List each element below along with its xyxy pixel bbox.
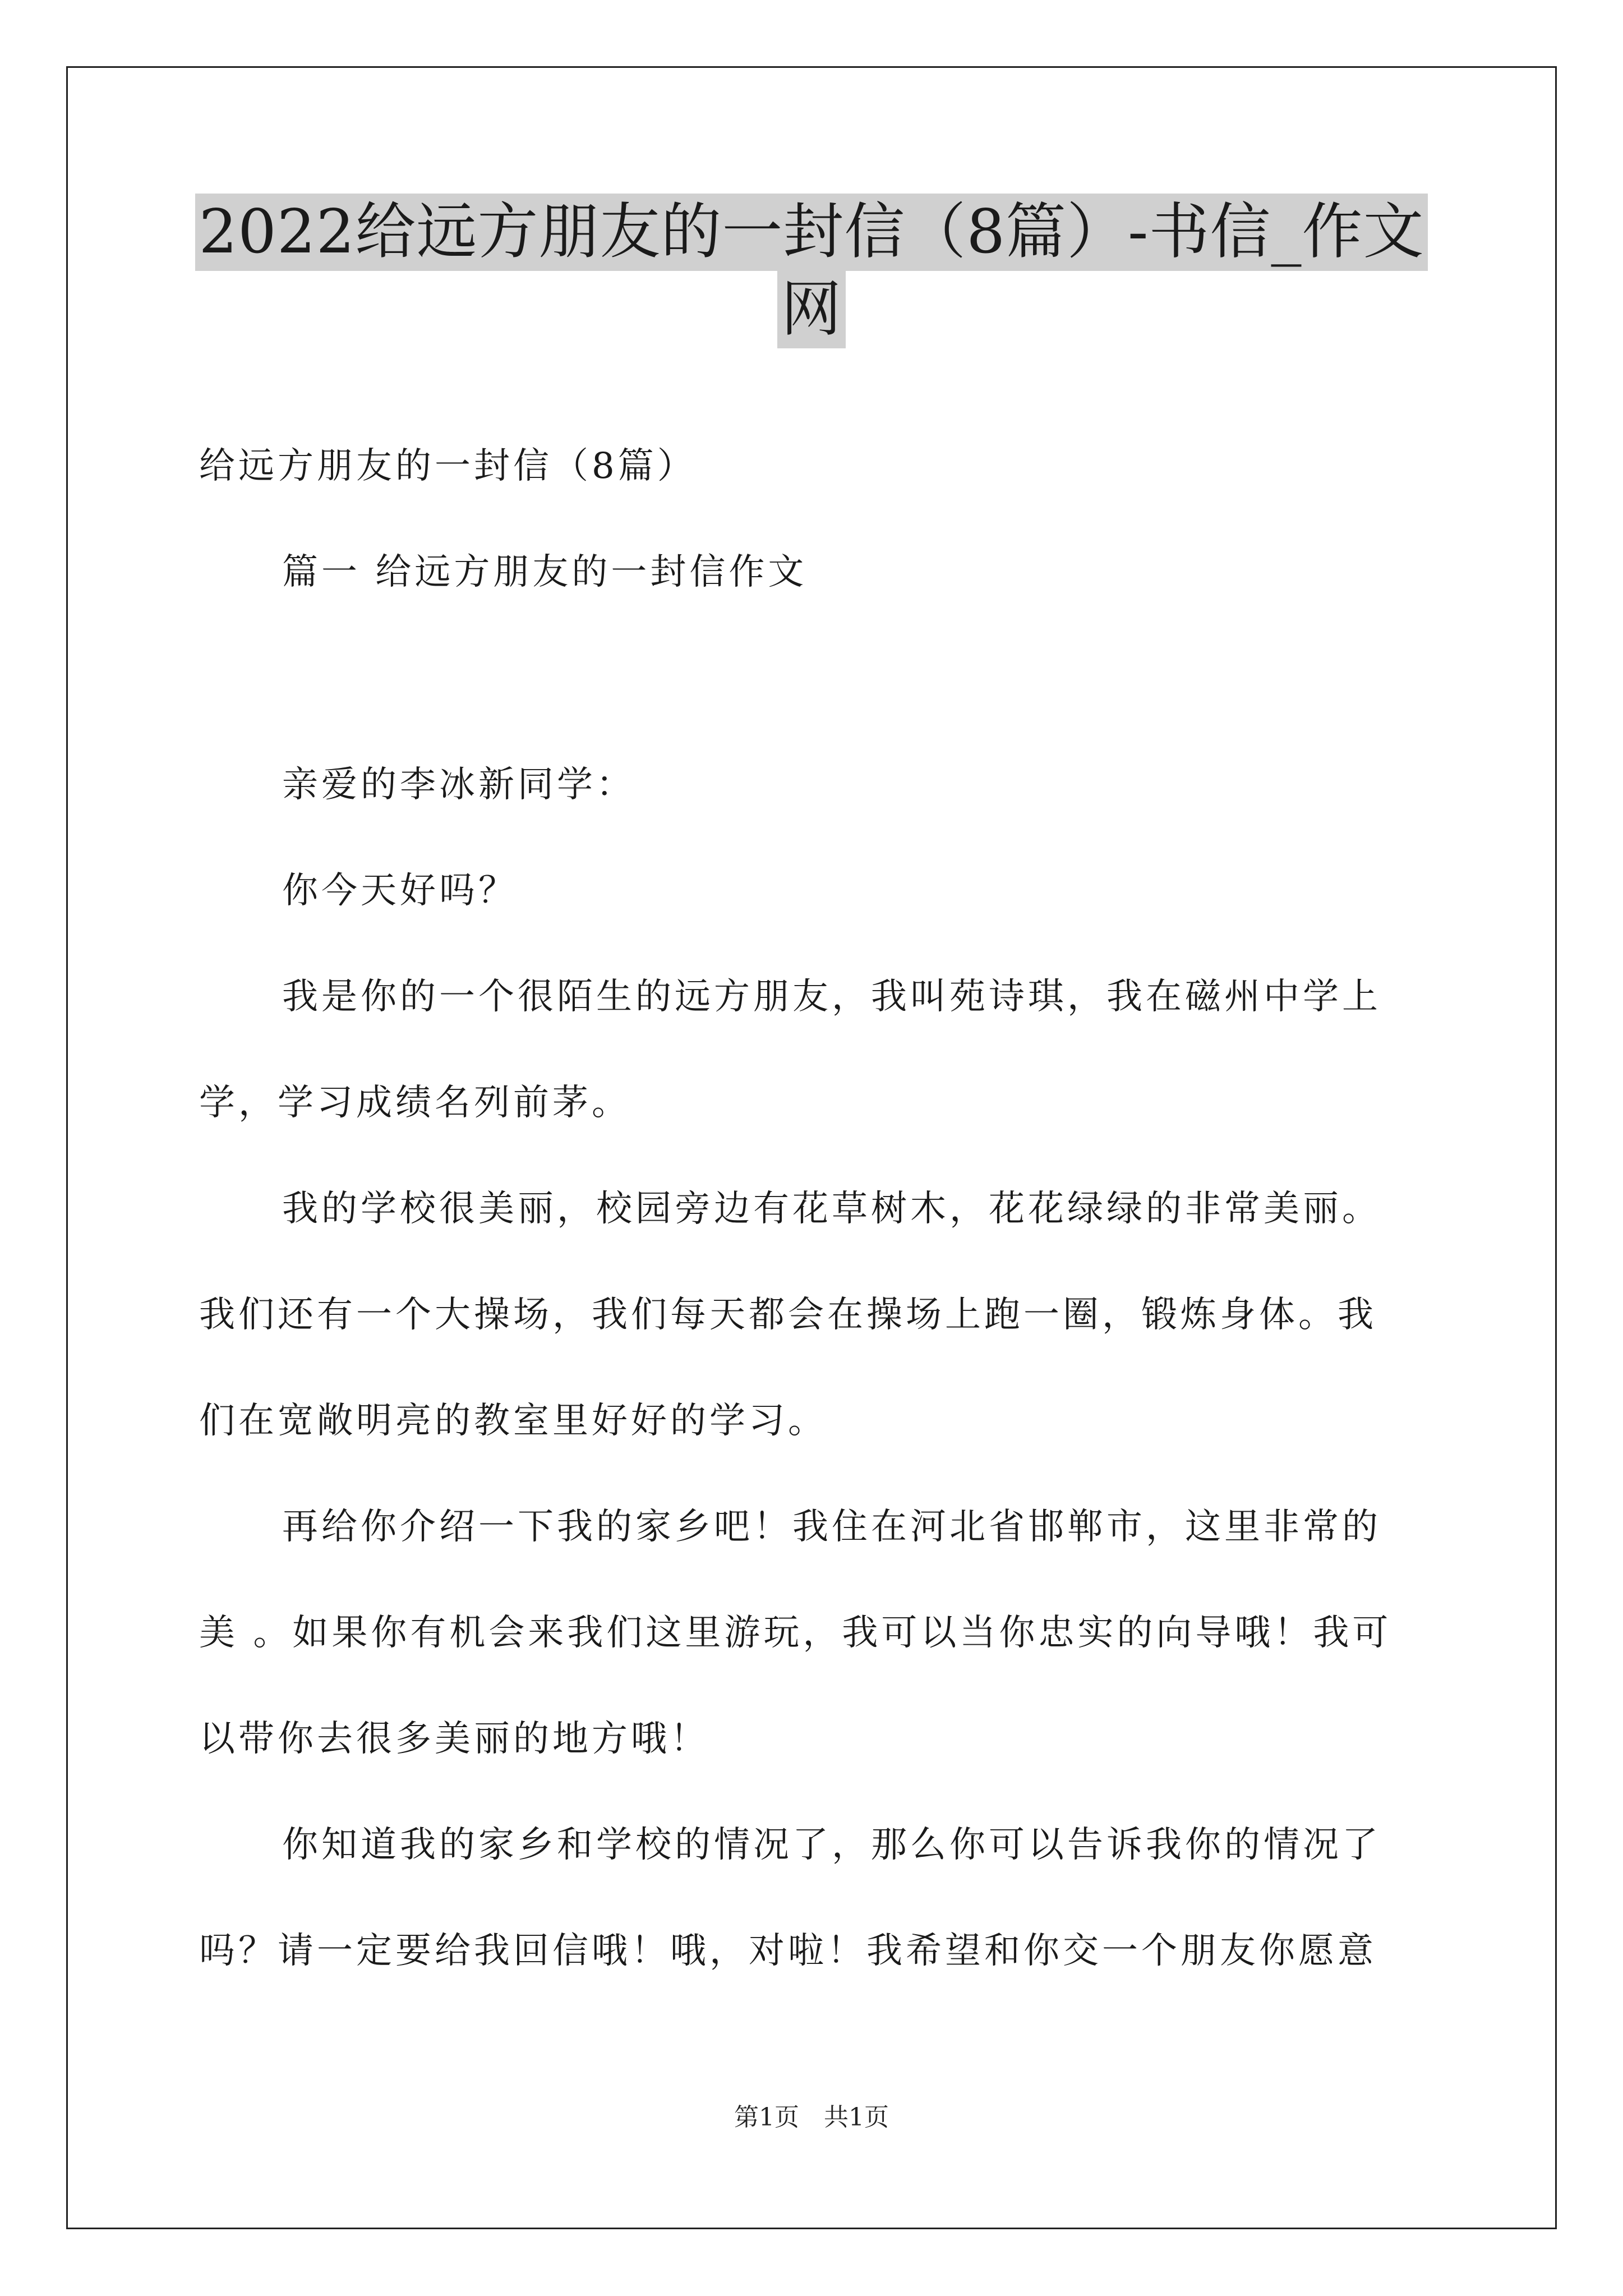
body-line: 我们还有一个大操场，我们每天都会在操场上跑一圈，锻炼身体。我 (199, 1294, 1377, 1336)
section-heading: 篇一 给远方朋友的一封信作文 (282, 551, 808, 593)
document-subtitle: 给远方朋友的一封信（8篇） (199, 445, 697, 487)
body-line: 学，学习成绩名列前茅。 (199, 1082, 631, 1124)
page-footer: 第1页 共1页 (734, 2103, 889, 2132)
body-line: 我的学校很美丽，校园旁边有花草树木，花花绿绿的非常美丽。 (282, 1188, 1381, 1230)
body-line: 以带你去很多美丽的地方哦！ (199, 1718, 709, 1760)
salutation: 亲爱的李冰新同学： (282, 764, 635, 806)
body-line: 我是你的一个很陌生的远方朋友，我叫苑诗琪，我在磁州中学上 (282, 976, 1381, 1018)
body-line: 们在宽敞明亮的教室里好好的学习。 (199, 1400, 827, 1442)
body-line: 再给你介绍一下我的家乡吧！我住在河北省邯郸市，这里非常的 (282, 1506, 1381, 1548)
title-line-1: 2022给远方朋友的一封信（8篇）-书信_作文 (195, 194, 1427, 271)
greeting: 你今天好吗？ (282, 870, 518, 912)
title-line-2: 网 (777, 271, 845, 348)
body-line: 吗？请一定要给我回信哦！哦，对啦！我希望和你交一个朋友你愿意 (199, 1930, 1377, 1972)
body-line: 美 。如果你有机会来我们这里游玩，我可以当你忠实的向导哦！我可 (199, 1612, 1392, 1654)
page-border (66, 66, 1557, 2229)
document-title (66, 194, 1557, 348)
body-line: 你知道我的家乡和学校的情况了，那么你可以告诉我你的情况了 (282, 1824, 1381, 1866)
